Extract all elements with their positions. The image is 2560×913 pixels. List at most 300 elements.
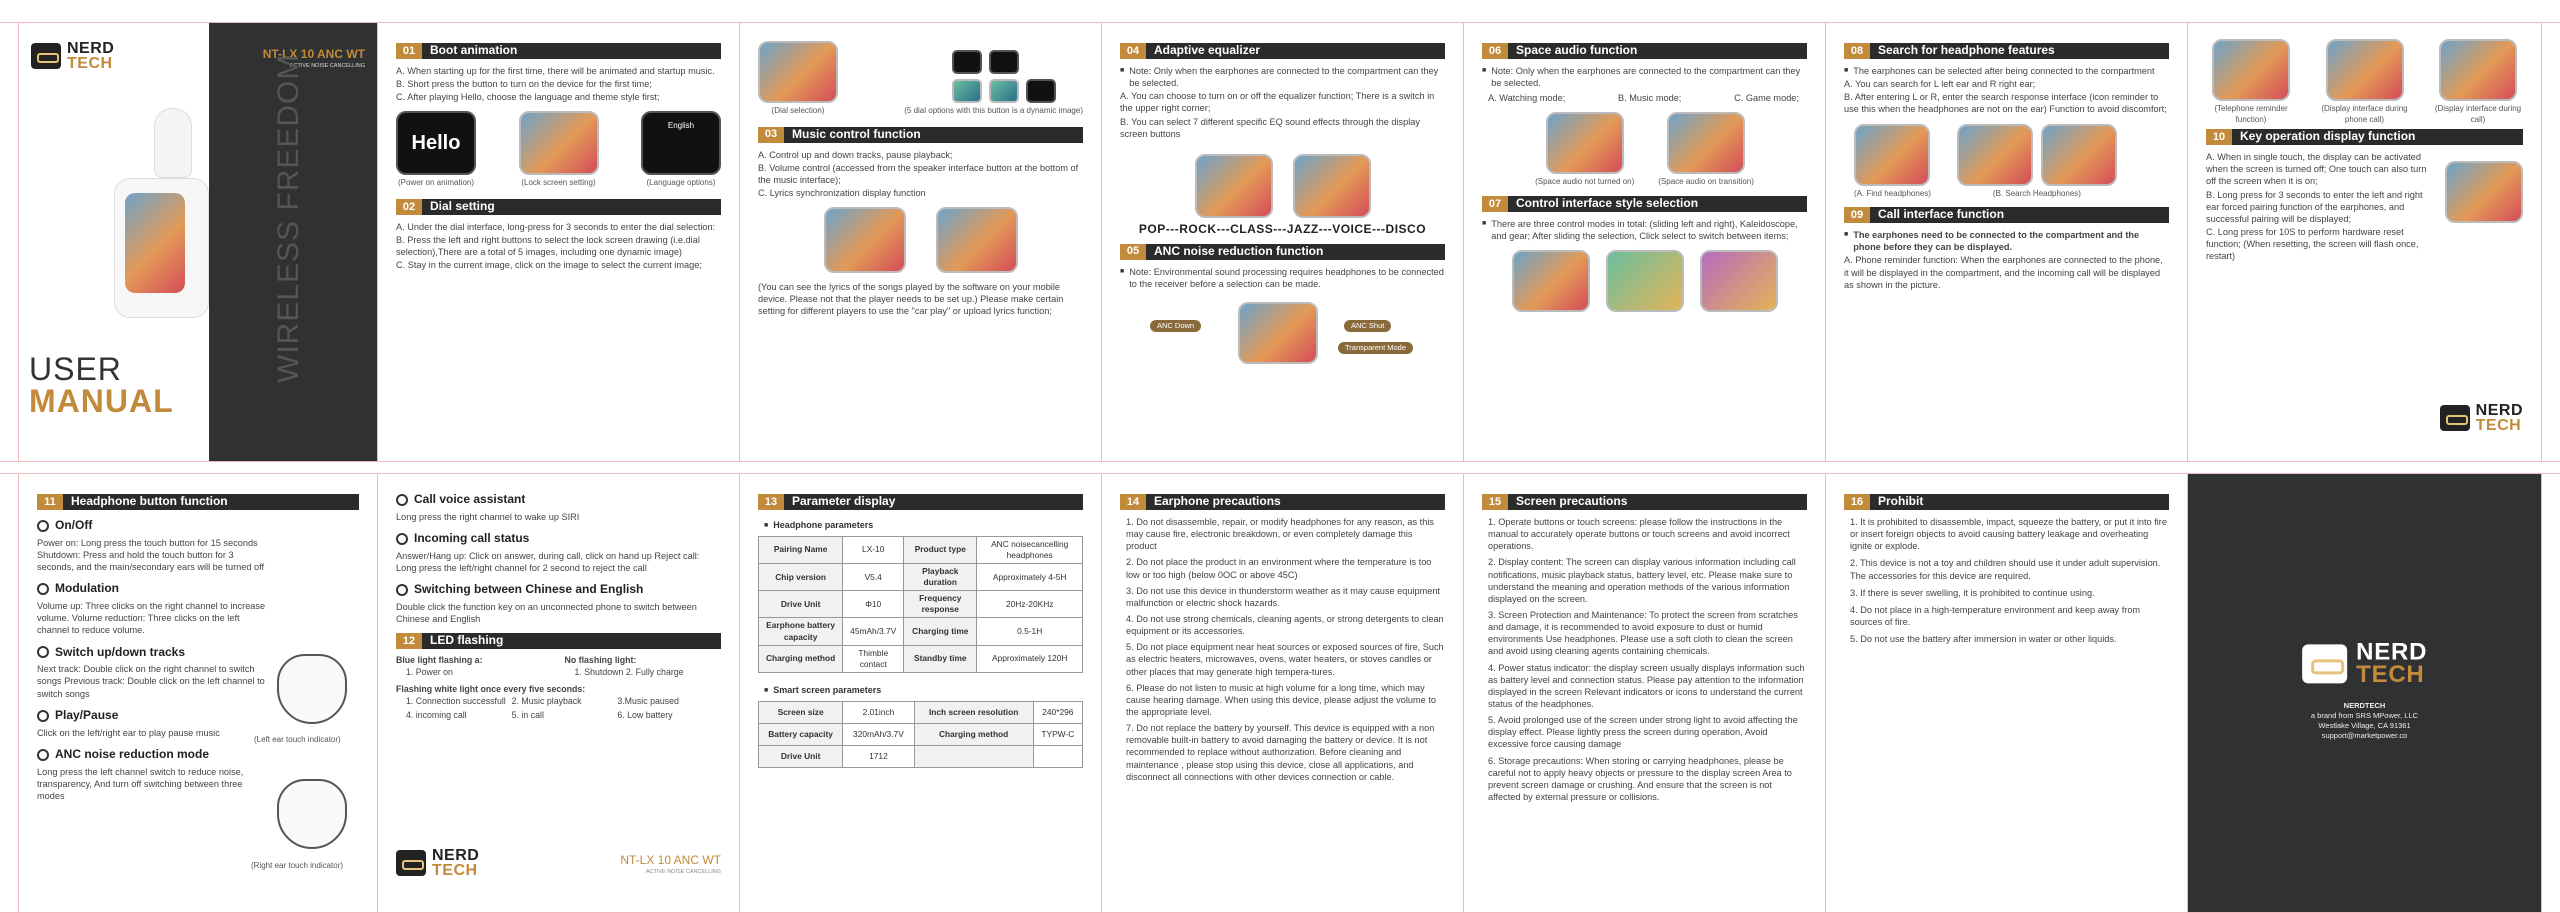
- anc-diagram: [1120, 298, 1445, 378]
- lock-screen-image: [519, 111, 599, 175]
- section-title: Boot animation: [430, 43, 518, 58]
- section-header-09: [1844, 207, 2169, 223]
- back-cover: [2188, 474, 2542, 912]
- eq-line-a: A. You can choose to turn on or off the equalizer function; There is a switch in the upper right corner;: [1120, 91, 1435, 114]
- param-label: Chip version: [759, 564, 843, 591]
- white-item: 5. in call: [511, 709, 544, 720]
- voice-title: Call voice assistant: [414, 492, 526, 506]
- panel-parameters: [740, 474, 1102, 912]
- screen-item: 3. Screen Protection and Maintenance: To protect the screen from scratches and damage, it is recommended to avoid exposure to dust or humid environments Use headphones. Please use a soft cloth to clean the screen and avoid using cleaning agents containing chemicals.: [1488, 609, 1798, 657]
- boot-line-b: B. Short press the button to turn on the device for the first time;: [396, 79, 652, 90]
- space-on-screen: [1667, 112, 1745, 174]
- section-number: 16: [1844, 494, 1870, 510]
- side-text: WIRELESS FREEDOM: [272, 53, 305, 383]
- key-line-c: C. Long press for 10S to perform hardware reset function; (When resetting, the screen will flash once, restart): [2206, 226, 2419, 262]
- case-image: [114, 178, 209, 318]
- thumb-dial-selection: [758, 41, 838, 117]
- panel-search-call: [1826, 23, 2188, 461]
- right-earbud-icon: [277, 779, 347, 849]
- space-thumbs: [1482, 112, 1807, 188]
- param-value: 320mAh/3.7V: [843, 723, 914, 745]
- dial-option-icon: [952, 50, 982, 74]
- volume-icon: [37, 583, 49, 595]
- tracks-text: Next track: Double click on the right channel to switch songs Previous track: Double click on the left channel to switch songs: [37, 664, 265, 699]
- precaution-item: 2. Do not place the product in an environment where the temperature is too low or too high (below 0OC or above 45C): [1126, 557, 1432, 580]
- param-row: [759, 701, 1083, 723]
- cover-title: [29, 353, 174, 419]
- power-icon: [37, 520, 49, 532]
- modulation-title: Modulation: [55, 581, 119, 596]
- screen-param-table: [758, 701, 1083, 768]
- during-call-screen: [2326, 39, 2404, 101]
- search-thumbs: [1844, 124, 2169, 200]
- brand-bottom: TECH: [2475, 416, 2522, 434]
- hp-params-title: ■ Headphone parameters: [764, 520, 1083, 532]
- space-note: ■ Note: Only when the earphones are connected to the compartment can they be selected.: [1482, 65, 1807, 89]
- caption: (Lock screen setting): [521, 178, 596, 188]
- key-op-body: [2206, 151, 2523, 263]
- cover-panel: [18, 23, 378, 461]
- nerd-logo-icon: [2302, 644, 2347, 683]
- back-company: NERDTECH: [2343, 700, 2386, 710]
- caption: (Power on animation): [397, 178, 475, 188]
- nerd-logo-icon: [396, 850, 426, 876]
- param-row: [759, 745, 1083, 767]
- screen-params-title: ■ Smart screen parameters: [764, 685, 1083, 697]
- control-style-gear: [1700, 250, 1778, 312]
- headphone-param-table: [758, 536, 1083, 673]
- section-title: Dial setting: [430, 199, 495, 214]
- brand-top: NERD: [67, 40, 115, 57]
- modulation-text: Volume up: Three clicks on the right channel to increase volume. Volume reduction: Three clicks on the left channel to reduce volume.: [37, 601, 266, 636]
- thumb-call-display: [2433, 39, 2523, 125]
- panel-key-op: [2188, 23, 2542, 461]
- onoff-text: Power on: Long press the touch button for 15 seconds Shutdown: Press and hold the touch button for 3 seconds, and the main/secondary ears will be turned off: [37, 537, 265, 573]
- caption: (Display interface during phone call): [2321, 104, 2408, 124]
- music-foot-text: (You can see the lyrics of the songs played by the software on your mobile device. Please not that the player needs to be set up.) Please make certain setting for different players to use the "car play" or upload lyrics function;: [758, 282, 1064, 317]
- param-value: Approximately 120H: [977, 645, 1083, 672]
- thumb-search: [1957, 124, 2117, 200]
- section-number: 01: [396, 43, 422, 59]
- lyrics-screen: [824, 207, 906, 273]
- param-label: Pairing Name: [759, 536, 843, 563]
- mode-watching: A. Watching mode;: [1488, 93, 1566, 104]
- nerd-logo-icon: [2440, 405, 2470, 431]
- prohibit-item: 1. It is prohibited to disassemble, impact, squeeze the battery, or put it into fire or insert foreign objects to avoid causing battery leakage and overheating ignite or explode.: [1850, 517, 2167, 552]
- precaution-item: 4. Do not use strong chemicals, cleaning agents, or strong detergents to clean equipment or its accessories.: [1126, 613, 1444, 637]
- earphone-precaution-list: [1120, 516, 1445, 783]
- search-note: ■ The earphones can be selected after being connected to the compartment: [1844, 65, 2169, 77]
- key-op-text: [2206, 151, 2437, 263]
- param-label: Battery capacity: [759, 723, 843, 745]
- section-title: Space audio function: [1516, 43, 1638, 58]
- language-screen: [641, 111, 721, 175]
- none-item: 1. Shutdown 2. Fully charge: [574, 666, 684, 677]
- param-label: Product type: [904, 536, 977, 563]
- left-earbud-icon: [277, 654, 347, 724]
- dial-line-b: B. Press the left and right buttons to select the lock screen drawing (i.e.dial selection),There are a total of 5 images, including one dynamic image): [396, 235, 700, 258]
- music-screen: [936, 207, 1018, 273]
- case-screen-icon: [125, 193, 185, 293]
- music-thumbs: [758, 207, 1083, 273]
- hello-screen: [396, 111, 476, 175]
- param-label: Frequency response: [904, 591, 977, 618]
- section-header-12: [396, 633, 721, 649]
- cover-logo: [31, 41, 114, 71]
- param-label: Playback duration: [904, 564, 977, 591]
- search-line-a: A. You can search for L left ear and R right ear;: [1844, 79, 2036, 90]
- param-value: 240*296: [1033, 701, 1082, 723]
- cover-dark: [209, 23, 378, 461]
- call-thumbs: [2206, 39, 2523, 125]
- dial-option-icon: [989, 50, 1019, 74]
- top-sheet: [0, 22, 2560, 462]
- eq-note: ■ Note: Only when the earphones are connected to the compartment can they be selected.: [1120, 65, 1445, 89]
- thumb-lock-screen: [519, 111, 599, 189]
- brand-top: NERD: [2475, 401, 2523, 419]
- dial-line-c: C. Stay in the current image, click on the image to select the current image;: [396, 260, 702, 271]
- back-email: support@marketpower.co: [2321, 731, 2408, 741]
- control-style-kaleidoscope: [1606, 250, 1684, 312]
- param-value: 20Hz-20KHz: [977, 591, 1083, 618]
- param-value: LX-10: [843, 536, 904, 563]
- panel-music: [740, 23, 1102, 461]
- brand-bottom: TECH: [432, 861, 478, 879]
- section-title: Adaptive equalizer: [1154, 43, 1261, 58]
- incoming-head: [396, 531, 721, 547]
- incoming-text: Answer/Hang up: Click on answer, during call, click on hand up Reject call: Long press the left/right channel for 2 second to reject the call: [396, 550, 700, 573]
- model-name: NT-LX 10 ANC WT: [262, 47, 365, 61]
- voice-text: Long press the right channel to wake up SIRI: [396, 511, 580, 522]
- cover-left: [19, 23, 209, 461]
- section-number: 13: [758, 494, 784, 510]
- caption: (Display interface during call): [2434, 104, 2522, 124]
- play-text: Click on the left/right ear to play pause music: [37, 727, 220, 738]
- back-logo-small: [2440, 403, 2523, 433]
- back-brand-line: a brand from SRS MPower, LLC: [2310, 711, 2419, 721]
- play-title: Play/Pause: [55, 707, 119, 722]
- eq-text: [1120, 65, 1445, 140]
- section-header-14: [1120, 494, 1445, 510]
- tracks-title: Switch up/down tracks: [55, 644, 186, 659]
- param-label: Standby time: [904, 645, 977, 672]
- key-line-a: A. When in single touch, the display can be activated when the screen is turned off; One touch can also turn off the screen when it is on;: [2206, 152, 2427, 187]
- title-user: USER: [29, 351, 122, 387]
- panel-prohibit: [1826, 474, 2188, 912]
- left-ear-caption: (Left ear touch indicator): [254, 735, 341, 744]
- anc-down-label: ANC Down: [1150, 320, 1201, 332]
- screen-item: 6. Storage precautions: When storing or carrying headphones, please be careful not to apply heavy objects or pressure to the display screen Area to prevent screen damage or crushing. And ensure that the screen is not affected by external pressure or collisions.: [1488, 755, 1792, 802]
- param-value: ANC noisecancelling headphones: [977, 536, 1083, 563]
- anc-mode-text: Long press the left channel switch to reduce noise, transparency, And turn off switching between three modes: [37, 766, 244, 801]
- section-number: 09: [1844, 207, 1870, 223]
- param-label: Charging method: [759, 645, 843, 672]
- voice-head: [396, 492, 721, 508]
- call-note: ■ The earphones need to be connected to the compartment and the phone before they can be displayed.: [1844, 229, 2169, 253]
- dial-option-icon: [1026, 79, 1056, 103]
- mode-game: C. Game mode;: [1734, 93, 1799, 104]
- prohibit-item: 2. This device is not a toy and children should use it under adult supervision. The accessories for this device are required.: [1850, 558, 2161, 581]
- section-header-04: [1120, 43, 1445, 59]
- panel-space-control: [1464, 23, 1826, 461]
- section-header-01: [396, 43, 721, 59]
- thumb-phone-reminder: [2206, 39, 2296, 125]
- caption: (Telephone reminder function): [2214, 104, 2288, 124]
- language-title: English: [667, 121, 695, 131]
- control-text: [1482, 218, 1807, 242]
- nerd-logo-icon: [31, 43, 61, 69]
- anc-screen: [1238, 302, 1318, 364]
- section-title: Parameter display: [792, 494, 896, 509]
- white-item: 3.Music paused: [617, 696, 679, 707]
- bottom-sheet: [0, 473, 2560, 913]
- space-modes: [1482, 90, 1807, 104]
- anc-note: ■ Note: Environmental sound processing requires headphones to be connected to the receiver before a selection can be made.: [1120, 266, 1445, 290]
- section-number: 03: [758, 127, 784, 143]
- boot-text: [396, 65, 721, 103]
- section-number: 10: [2206, 129, 2232, 145]
- param-value: Φ10: [843, 591, 904, 618]
- model-sub: ACTIVE NOISE CANCELLING: [289, 63, 365, 69]
- param-value: 1712: [843, 745, 914, 767]
- onoff-title: On/Off: [55, 518, 93, 532]
- dial-line-a: A. Under the dial interface, long-press for 3 seconds to enter the dial selection:: [396, 221, 716, 232]
- key-op-screen: [2445, 161, 2523, 223]
- section-header-03: [758, 127, 1083, 143]
- param-label: [914, 745, 1033, 767]
- param-label: Charging time: [904, 618, 977, 645]
- section-number: 04: [1120, 43, 1146, 59]
- section-number: 02: [396, 199, 422, 215]
- boot-line-c: C. After playing Hello, choose the language and theme style first;: [396, 92, 660, 103]
- panel-headphone-buttons: [18, 474, 378, 912]
- param-label: Inch screen resolution: [914, 701, 1033, 723]
- mode-music: B. Music mode;: [1618, 93, 1682, 104]
- screen-precaution-list: [1482, 516, 1807, 803]
- screen-item: 2. Display content: The screen can display various information including call notifications, music playback status, battery level, etc. Please make sure to understand the meaning and operation methods of the various information displayed on the screen.: [1488, 557, 1796, 604]
- section-number: 06: [1482, 43, 1508, 59]
- find-headphones-screen: [1854, 124, 1930, 186]
- section-title: Control interface style selection: [1516, 196, 1699, 211]
- thumb-dial-options: [904, 50, 1083, 117]
- back-logo: [2302, 641, 2427, 687]
- panel-logo: [396, 848, 479, 878]
- play-icon: [37, 710, 49, 722]
- section-title: Music control function: [792, 126, 921, 141]
- thumb-space-on: [1658, 112, 1754, 188]
- precaution-item: 7. Do not replace the battery by yourself. This device is equipped with a non removable built-in battery to avoid damaging the battery or device. It is not recommended to replace without authorization. Before cleaning and maintenance , please stop using this device, close all applications, and disconnect all connections with other devices connection or cable.: [1126, 723, 1435, 782]
- section-title: Earphone precautions: [1154, 494, 1281, 509]
- section-title: Search for headphone features: [1878, 43, 2055, 58]
- control-style-sliding: [1512, 250, 1590, 312]
- param-value: TYPW-C: [1033, 723, 1082, 745]
- section-title: Prohibit: [1878, 494, 1924, 509]
- param-row: [759, 591, 1083, 618]
- model-name: NT-LX 10 ANC WT: [620, 852, 721, 867]
- caption: (B. Search Headphones): [1992, 188, 2081, 198]
- control-note: ■ There are three control modes in total: (sliding left and right), Kaleidoscope, and gear; After sliding the selection, Click select to switch between items;: [1482, 218, 1807, 242]
- eq-screen-1: [1195, 154, 1273, 218]
- language-icon: [396, 584, 408, 596]
- param-label: Drive Unit: [759, 591, 843, 618]
- prohibit-item: 5. Do not use the battery after immersion in water or other liquids.: [1850, 634, 2117, 645]
- param-label: Earphone battery capacity: [759, 618, 843, 645]
- dial-selection-image: [758, 41, 838, 103]
- key-line-b: B. Long press for 3 seconds to enter the left and right ear forced pairing function of the earphones, and successful pairing will be displayed;: [2206, 189, 2423, 224]
- white-item: 1. Connection successfull: [406, 696, 506, 707]
- button-functions: [37, 518, 267, 802]
- brand-top: NERD: [2355, 639, 2428, 665]
- music-line-a: A. Control up and down tracks, pause playback;: [758, 149, 953, 160]
- brand-bottom: TECH: [67, 55, 113, 73]
- section-header-08: [1844, 43, 2169, 59]
- eq-line-b: B. You can select 7 different specific EQ sound effects through the display screen buttons: [1120, 116, 1420, 139]
- screen-item: 4. Power status indicator: the display screen usually displays information such as battery level and connection status. Please pay attention to the information displayed in the screen Relevant indicators or icons to understand the current status of the headphones.: [1488, 662, 1805, 709]
- model-sub: ACTIVE NOISE CANCELLING: [645, 868, 721, 875]
- onoff-head: [37, 518, 267, 534]
- dial-thumbs: [758, 41, 1083, 117]
- white-item: 2. Music playback: [511, 696, 582, 707]
- anc-icon: [37, 749, 49, 761]
- call-line-a: A. Phone reminder function: When the earphones are connected to the phone, it will be displayed in the compartment, and the incoming call will be displayed as shown in the picture.: [1844, 255, 2163, 290]
- param-value: [1033, 745, 1082, 767]
- section-title: Headphone button function: [71, 494, 228, 509]
- screen-item: 5. Avoid prolonged use of the screen under strong light to avoid affecting the display effect. Please lightly press the screen during operation, Avoid excessive force causing damage: [1488, 715, 1798, 750]
- section-header-11: [37, 494, 359, 510]
- modulation-head: [37, 581, 267, 597]
- language-switch-text: Double click the function key on an unconnected phone to switch between Chinese and English: [396, 601, 697, 625]
- thumb-find: [1854, 124, 1931, 200]
- search-line-b: B. After entering L or R, enter the search response interface (icon reminder to use this when the headphones are not on the ear) Function to avoid discomfort;: [1844, 92, 2167, 115]
- section-header-10: [2206, 129, 2523, 145]
- section-number: 14: [1120, 494, 1146, 510]
- precaution-item: 5. Do not place equipment near heat sources or exposed sources of fire, Such as electric heaters, microwaves, ovens, water heaters, or stoves candles or other places that may generate high tempera-tures.: [1126, 642, 1444, 677]
- white-heading: Flashing white light once every five seconds:: [396, 684, 586, 695]
- space-off-screen: [1546, 112, 1624, 174]
- caption: (Space audio not turned on): [1535, 177, 1635, 187]
- tracks-head: [37, 645, 267, 661]
- section-number: 05: [1120, 244, 1146, 260]
- caption: (Dial selection): [771, 106, 825, 115]
- panel-boot-dial: [378, 23, 740, 461]
- led-grid: [396, 655, 721, 678]
- transparent-mode-label: Transparent Mode: [1338, 342, 1413, 354]
- param-value: 0.5-1H: [977, 618, 1083, 645]
- white-flash: [396, 684, 721, 721]
- search-screens: [1957, 124, 2117, 186]
- precaution-item: 6. Please do not listen to music at high volume for a long time, which may cause hearing damage. When using this device, please adjust the volume to the appropriate level.: [1126, 682, 1437, 717]
- section-header-13: [758, 494, 1083, 510]
- phone-reminder-screen: [2212, 39, 2290, 101]
- param-value: 45mAh/3.7V: [843, 618, 904, 645]
- back-info: [2311, 701, 2418, 742]
- search-screen-2: [2041, 124, 2117, 186]
- section-header-07: [1482, 196, 1807, 212]
- caption: (Language options): [646, 178, 716, 188]
- section-header-05: [1120, 244, 1445, 260]
- earbud-image: [154, 108, 192, 178]
- thumb-power-on: [396, 111, 476, 189]
- param-row: [759, 564, 1083, 591]
- section-number: 12: [396, 633, 422, 649]
- language-head: [396, 582, 721, 598]
- blue-heading: Blue light flashing a:: [396, 655, 483, 666]
- back-address: Westlake Village, CA 91361: [2318, 721, 2411, 731]
- eq-screen-2: [1293, 154, 1371, 218]
- caption: (5 dial options with this button is a dynamic image): [904, 106, 1083, 115]
- dial-text: [396, 221, 721, 272]
- param-row: [759, 618, 1083, 645]
- section-header-16: [1844, 494, 2169, 510]
- param-value: Thimble contact: [843, 645, 904, 672]
- dial-option-icon: [989, 79, 1019, 103]
- caption: (Space audio on transition): [1658, 177, 1754, 187]
- play-head: [37, 708, 267, 724]
- white-list: [396, 696, 721, 721]
- blue-item: 1. Power on: [406, 666, 453, 677]
- voice-assistant-icon: [396, 494, 408, 506]
- boot-thumbs: [396, 111, 721, 189]
- panel-earphone-precautions: [1102, 474, 1464, 912]
- param-label: Charging method: [914, 723, 1033, 745]
- prohibit-item: 4. Do not place in a high-temperature environment and keep away from sources of fire.: [1850, 604, 2141, 627]
- title-manual: MANUAL: [29, 383, 174, 419]
- incoming-title: Incoming call status: [414, 530, 530, 545]
- section-number: 08: [1844, 43, 1870, 59]
- section-title: Call interface function: [1878, 207, 2005, 222]
- param-value: 2.01inch: [843, 701, 914, 723]
- phone-icon: [396, 533, 408, 545]
- section-title: Key operation display function: [2240, 129, 2416, 144]
- panel-model: [620, 853, 721, 876]
- white-item: 6. Low battery: [617, 709, 673, 720]
- call-display-screen: [2439, 39, 2517, 101]
- section-title: LED flashing: [430, 633, 504, 648]
- section-header-06: [1482, 43, 1807, 59]
- boot-line-a: A. When starting up for the first time, there will be animated and startup music.: [396, 66, 715, 76]
- param-row: [759, 723, 1083, 745]
- brand-bottom: TECH: [2355, 662, 2425, 688]
- dial-option-icon: [952, 79, 982, 103]
- white-item: 4. incoming call: [406, 709, 467, 720]
- space-text: [1482, 65, 1807, 104]
- brand-top: NERD: [432, 846, 480, 864]
- music-line-b: B. Volume control (accessed from the speaker interface button at the bottom of the music interface);: [758, 162, 1079, 185]
- section-number: 15: [1482, 494, 1508, 510]
- param-value: V5.4: [843, 564, 904, 591]
- right-ear-caption: (Right ear touch indicator): [251, 861, 344, 870]
- screen-item: 1. Operate buttons or touch screens: please follow the instructions in the manual to accurately operate buttons or touch screens and avoid incorrect operations.: [1488, 517, 1790, 552]
- none-heading: No flashing light:: [564, 655, 637, 666]
- dial-options-grid: [932, 50, 1056, 103]
- param-value: Approximately 4-5H: [977, 564, 1083, 591]
- prohibit-item: 3. If there is sever swelling, it is prohibited to continue using.: [1850, 587, 2095, 598]
- music-line-c: C. Lyrics synchronization display function: [758, 187, 926, 198]
- skip-icon: [37, 646, 49, 658]
- section-header-02: [396, 199, 721, 215]
- anc-mode-title: ANC noise reduction mode: [55, 746, 210, 761]
- thumb-space-off: [1535, 112, 1634, 188]
- thumb-language: [641, 111, 721, 189]
- param-row: [759, 536, 1083, 563]
- call-text: [1844, 229, 2169, 291]
- search-screen-1: [1957, 124, 2033, 186]
- anc-text: [1120, 266, 1445, 290]
- music-foot: [758, 281, 1083, 317]
- music-text: [758, 149, 1083, 200]
- panel-screen-precautions: [1464, 474, 1826, 912]
- section-number: 11: [37, 494, 63, 510]
